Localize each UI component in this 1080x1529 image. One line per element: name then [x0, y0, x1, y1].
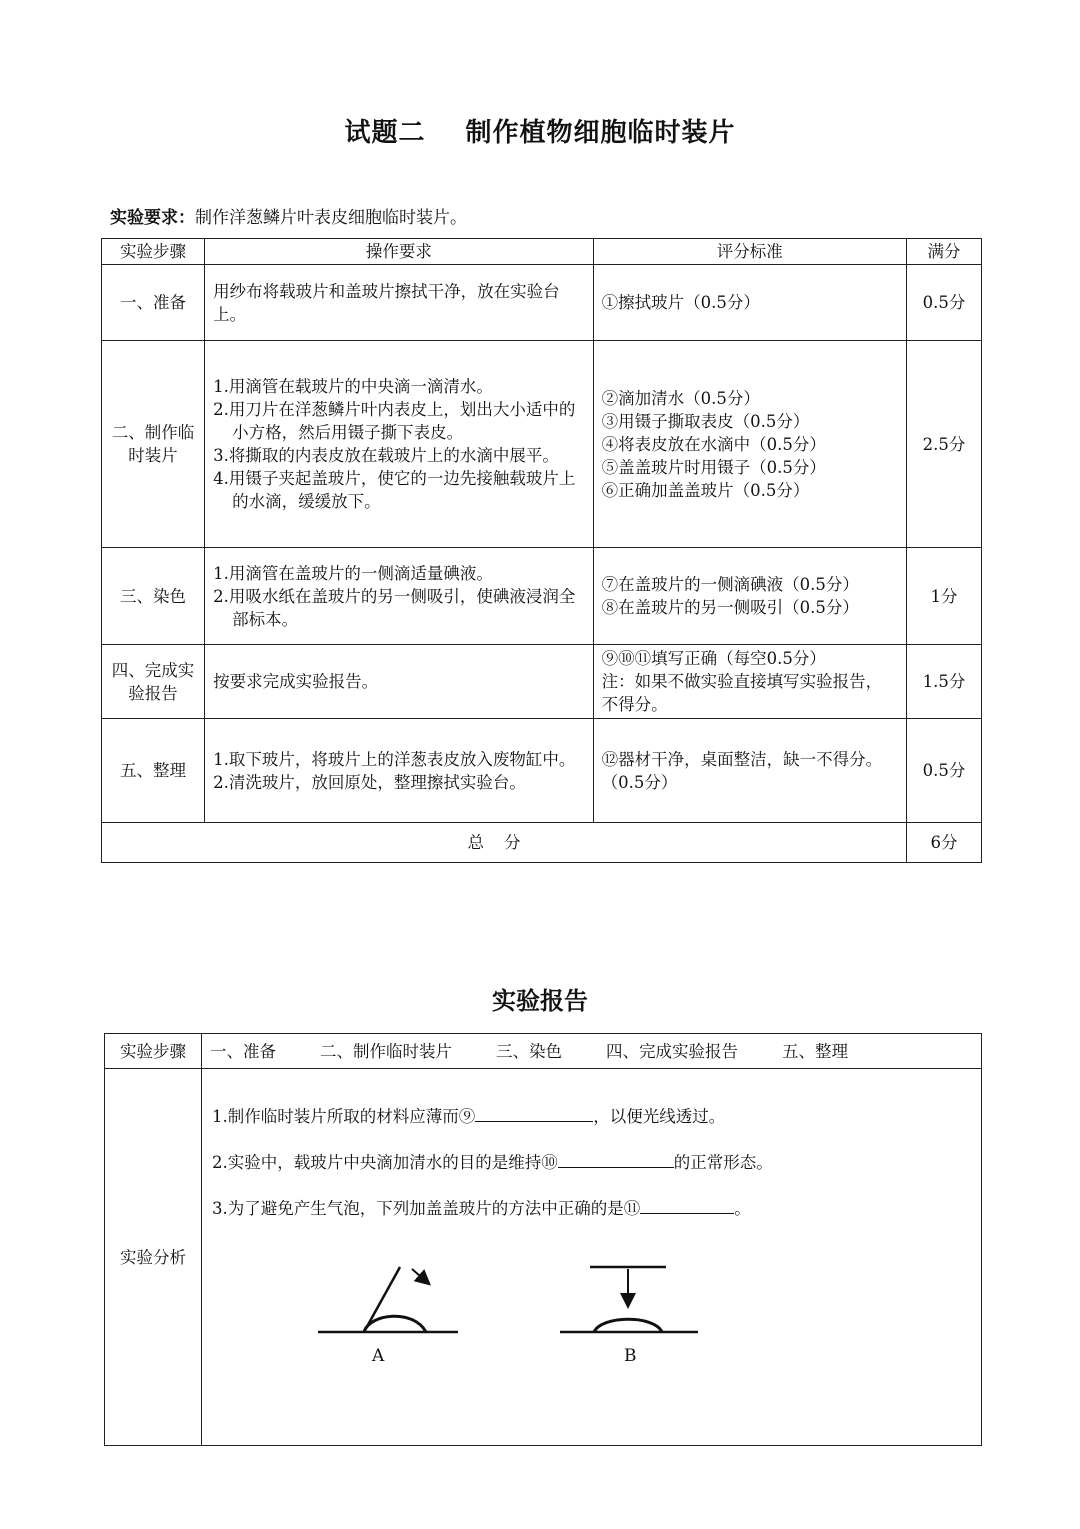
step-item: 四、完成实验报告	[606, 1041, 738, 1061]
criteria-cell	[593, 548, 906, 645]
answer-blank-10[interactable]	[558, 1149, 674, 1168]
step-item: 一、准备	[210, 1041, 276, 1061]
step-item: 二、制作临时装片	[320, 1041, 452, 1061]
requirement-label: 实验要求：	[110, 208, 195, 228]
criteria-item: 注：如果不做实验直接填写实验报告，不得分。	[601, 672, 883, 714]
question-3	[212, 1195, 981, 1220]
diagram-b	[560, 1267, 698, 1332]
step-item: 五、整理	[782, 1041, 848, 1061]
criteria-item: ⑧在盖玻片的另一侧吸引（0.5分）	[601, 598, 859, 617]
step-cell: 三、染色	[102, 548, 205, 645]
criteria-item: ⑤盖盖玻片时用镊子（0.5分）	[601, 457, 826, 477]
score-cell: 2.5分	[906, 341, 981, 548]
analysis-label: 实验分析	[105, 1069, 202, 1446]
question-text: 1.制作临时装片所取的材料应薄而⑨	[212, 1107, 476, 1126]
analysis-cell	[202, 1069, 982, 1446]
criteria-cell	[593, 341, 906, 548]
criteria-item: ①擦拭玻片（0.5分）	[601, 293, 760, 312]
page-title	[0, 112, 1080, 149]
total-label: 总分	[102, 823, 907, 863]
table-header-row	[102, 239, 982, 265]
ops-cell	[205, 265, 594, 341]
question-text: 3.为了避免产生气泡，下列加盖盖玻片的方法中正确的是⑪	[212, 1199, 641, 1218]
op-item: 4.用镊子夹起盖玻片，使它的一边先接触载玻片上的水滴，缓缓放下。	[213, 469, 576, 511]
header-step: 实验步骤	[102, 239, 205, 265]
criteria-item: ③用镊子撕取表皮（0.5分）	[601, 411, 810, 431]
step-cell: 二、制作临时装片	[102, 341, 205, 548]
question-text: 。	[734, 1199, 751, 1218]
op-item: 1.用滴管在载玻片的中央滴一滴清水。	[213, 377, 493, 396]
ops-cell	[205, 719, 594, 823]
criteria-item: ⑨⑩⑪填写正确（每空0.5分）	[601, 649, 826, 668]
diagram-a	[318, 1267, 458, 1332]
question-1	[212, 1103, 981, 1128]
step-cell: 五、整理	[102, 719, 205, 823]
table-row	[102, 548, 982, 645]
ops-cell	[205, 548, 594, 645]
question-2	[212, 1149, 981, 1174]
answer-blank-11[interactable]	[640, 1195, 734, 1214]
step-cell: 四、完成实验报告	[102, 645, 205, 719]
diagram-a-label: A	[372, 1346, 385, 1366]
answer-blank-9[interactable]	[475, 1103, 593, 1122]
coverslip-diagrams	[318, 1261, 718, 1381]
table-row	[102, 341, 982, 548]
score-cell: 0.5分	[906, 719, 981, 823]
criteria-item: ⑦在盖玻片的一侧滴碘液（0.5分）	[601, 575, 859, 594]
op-item: 用纱布将载玻片和盖玻片擦拭干净，放在实验台上。	[213, 281, 560, 324]
header-ops: 操作要求	[205, 239, 594, 265]
report-title: 实验报告	[492, 987, 588, 1015]
header-score: 满分	[906, 239, 981, 265]
experiment-requirement	[110, 203, 467, 228]
op-item: 1.取下玻片，将玻片上的洋葱表皮放入废物缸中。	[213, 749, 576, 769]
op-item: 1.用滴管在盖玻片的一侧滴适量碘液。	[213, 563, 493, 583]
ops-cell	[205, 341, 594, 548]
table-row	[102, 265, 982, 341]
question-text: ，以便光线透过。	[593, 1107, 726, 1126]
total-score: 6分	[906, 823, 981, 863]
requirement-text: 制作洋葱鳞片叶表皮细胞临时装片。	[195, 208, 467, 228]
report-analysis-row	[105, 1069, 982, 1446]
ops-cell	[205, 645, 594, 719]
diagram-b-label: B	[624, 1346, 637, 1366]
criteria-item: ④将表皮放在水滴中（0.5分）	[601, 434, 826, 454]
score-cell: 0.5分	[906, 265, 981, 341]
title-text: 制作植物细胞临时装片	[465, 118, 736, 148]
header-criteria: 评分标准	[593, 239, 906, 265]
criteria-cell	[593, 645, 906, 719]
title-number: 试题二	[344, 118, 426, 148]
scoring-table	[101, 238, 982, 863]
table-row	[102, 719, 982, 823]
criteria-cell	[593, 719, 906, 823]
total-row	[102, 823, 982, 863]
criteria-item: ⑥正确加盖盖玻片（0.5分）	[601, 480, 810, 500]
criteria-item: ②滴加清水（0.5分）	[601, 388, 760, 408]
score-cell: 1.5分	[906, 645, 981, 719]
score-cell: 1分	[906, 548, 981, 645]
criteria-cell	[593, 265, 906, 341]
table-row	[102, 645, 982, 719]
op-item: 2.用刀片在洋葱鳞片叶内表皮上，划出大小适中的小方格，然后用镊子撕下表皮。	[213, 400, 576, 442]
question-text: 2.实验中，载玻片中央滴加清水的目的是维持⑩	[212, 1153, 558, 1172]
report-table	[104, 1033, 982, 1446]
criteria-item: ⑫器材干净，桌面整洁，缺一不得分。（0.5分）	[601, 749, 883, 792]
question-text: 的正常形态。	[673, 1153, 773, 1172]
step-item: 三、染色	[496, 1041, 562, 1061]
steps-list	[202, 1034, 982, 1069]
report-steps-row	[105, 1034, 982, 1069]
steps-label: 实验步骤	[105, 1034, 202, 1069]
op-item: 按要求完成实验报告。	[213, 672, 379, 691]
op-item: 3.将撕取的内表皮放在载玻片上的水滴中展平。	[213, 446, 559, 465]
step-cell: 一、准备	[102, 265, 205, 341]
op-item: 2.清洗玻片，放回原处，整理擦拭实验台。	[213, 772, 526, 792]
op-item: 2.用吸水纸在盖玻片的另一侧吸引，使碘液浸润全部标本。	[213, 586, 576, 629]
